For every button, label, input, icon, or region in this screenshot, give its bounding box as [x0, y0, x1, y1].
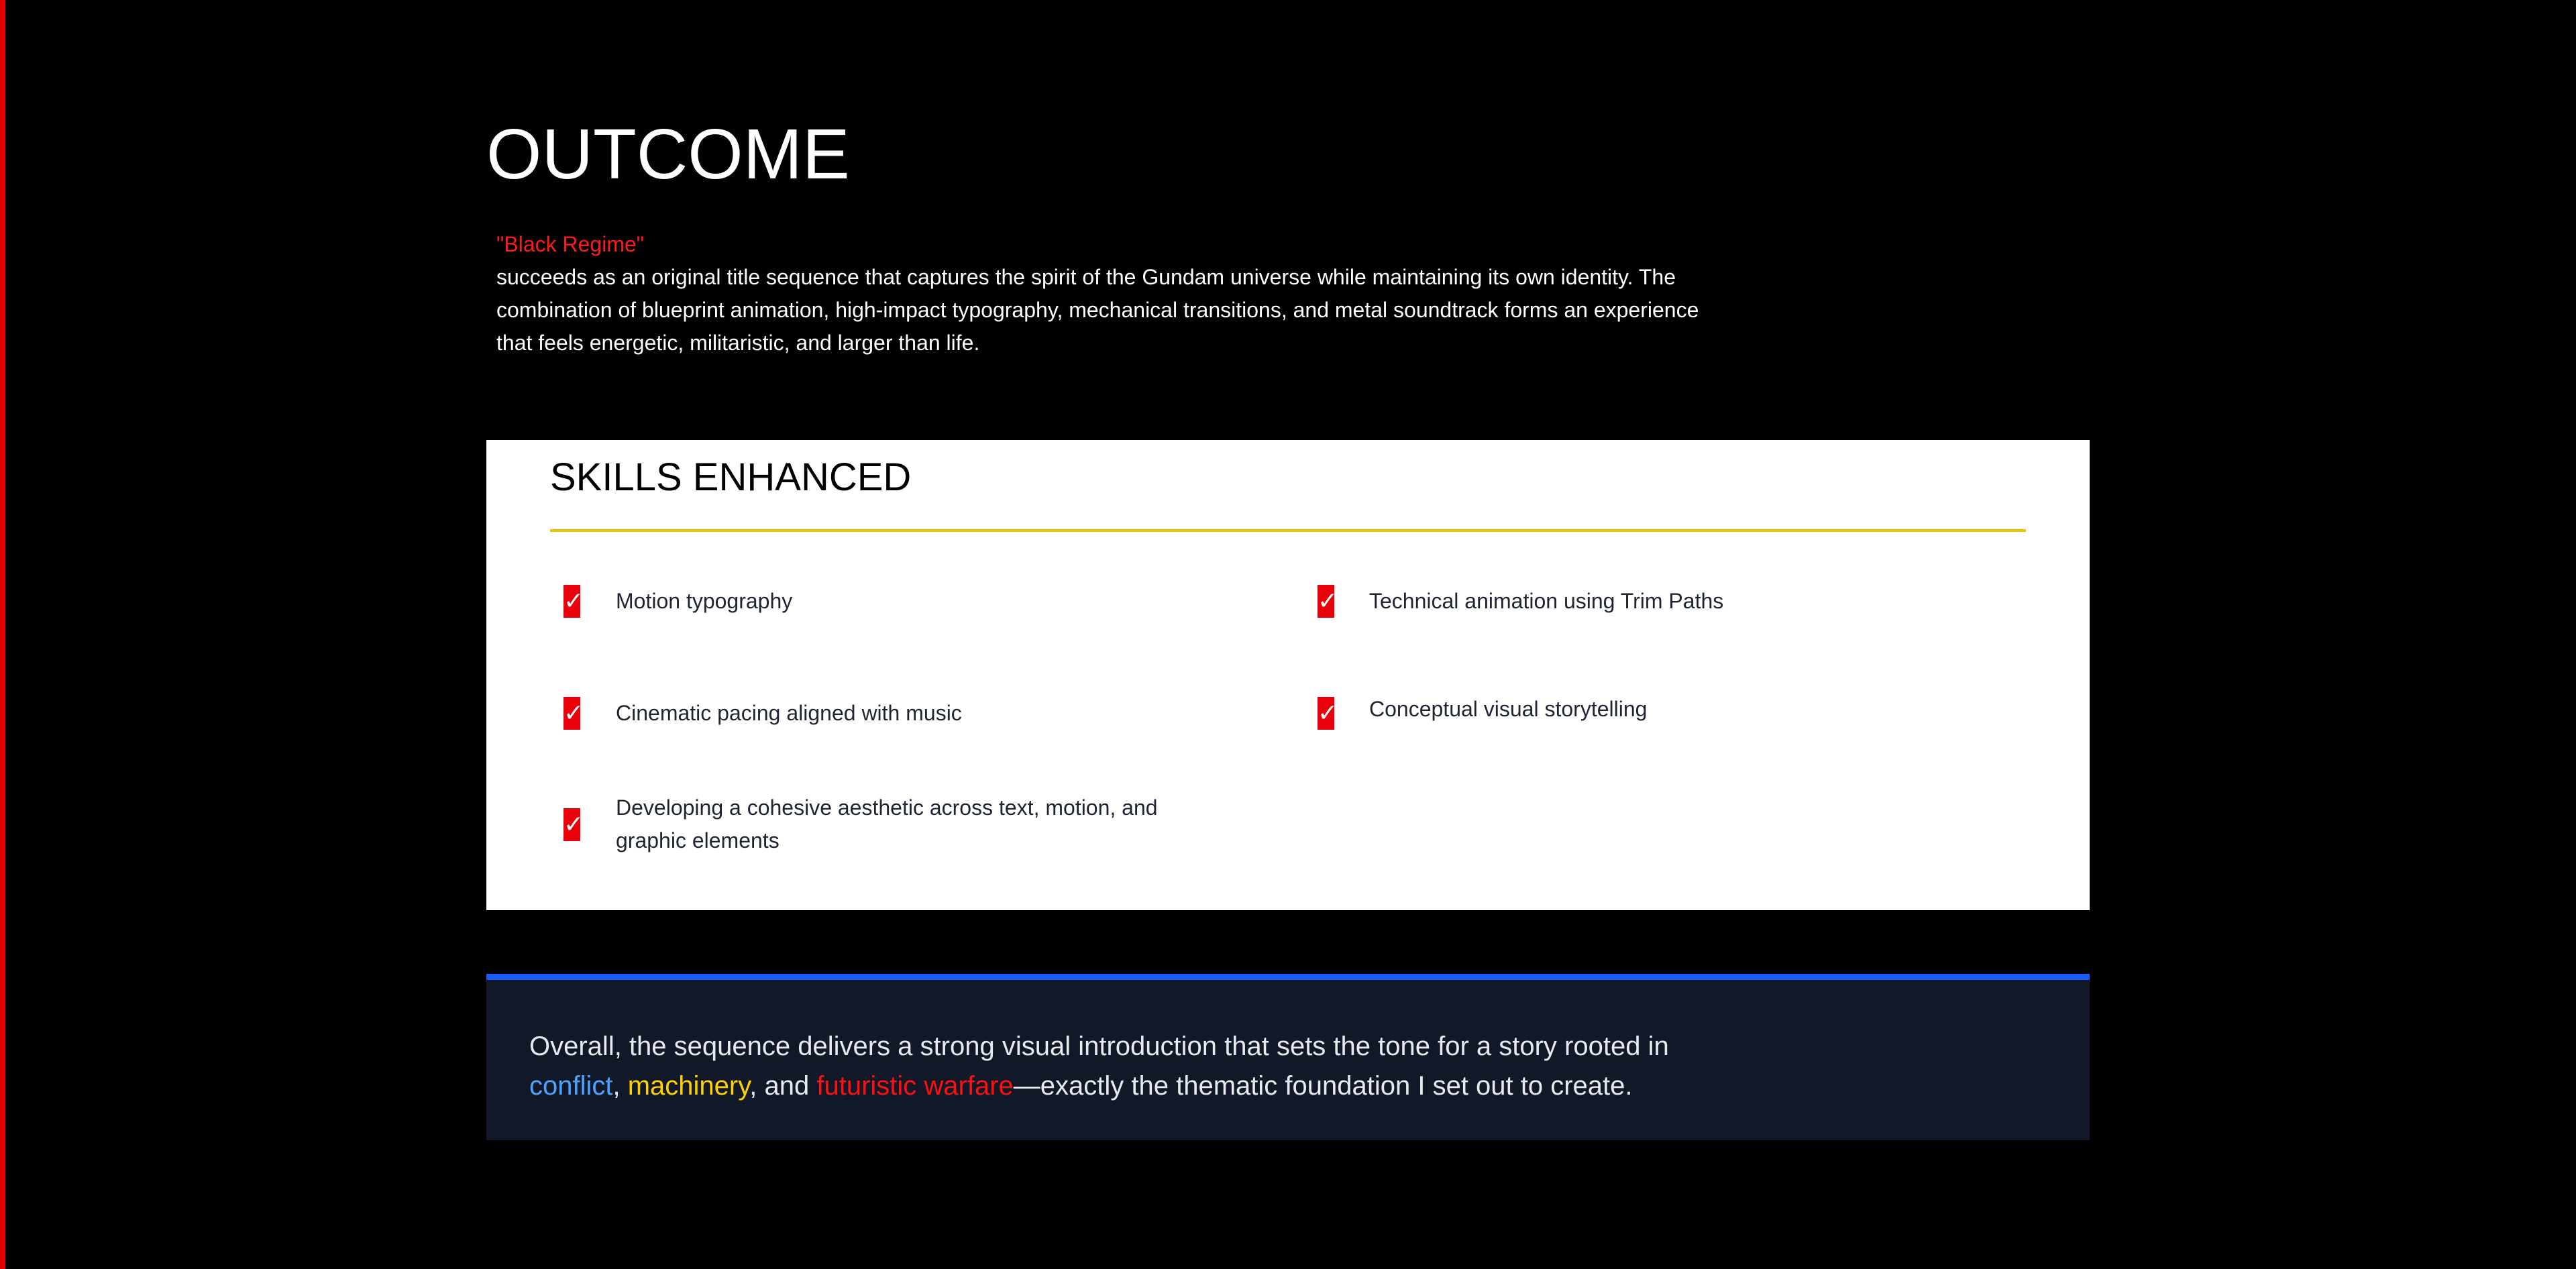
skill-item [564, 791, 1167, 857]
check-icon: ✓ [1318, 585, 1334, 618]
check-icon: ✓ [1318, 697, 1334, 730]
skill-label: Developing a cohesive aesthetic across text, motion, and graphic elements [616, 795, 1158, 852]
outcome-body: succeeds as an original title sequence that captures the spirit of the Gundam universe while maintaining its own identity. The combination of blueprint animation, high-impact typography, mechanical transitions, and metal soundtrack forms an experience that feels energetic, militaristic, and larger than life. [496, 265, 1699, 355]
separator: , and [749, 1071, 817, 1101]
yellow-divider [550, 529, 2026, 532]
skill-item [1318, 697, 1647, 730]
outcome-title: OUTCOME [486, 115, 850, 194]
project-name: "Black Regime" [496, 232, 645, 256]
separator: , [612, 1071, 628, 1101]
summary-lead: Overall, the sequence delivers a strong visual introduction that sets the tone for a story rooted in [529, 1032, 1669, 1061]
summary-panel [486, 974, 2090, 1140]
outcome-intro [496, 228, 1737, 360]
skill-label: Technical animation using Trim Paths [1369, 589, 1724, 613]
check-icon: ✓ [564, 585, 580, 618]
keyword-futuristic-warfare: futuristic warfare [816, 1071, 1014, 1101]
skill-item [564, 585, 792, 618]
summary-tail: —exactly the thematic foundation I set out to create. [1013, 1071, 1633, 1101]
left-edge-border [0, 0, 5, 1269]
check-icon: ✓ [564, 697, 580, 730]
skill-label: Cinematic pacing aligned with music [616, 701, 962, 725]
skill-label: Conceptual visual storytelling [1369, 697, 1648, 721]
keyword-conflict: conflict [529, 1071, 613, 1101]
keyword-machinery: machinery [627, 1071, 750, 1101]
summary-text [529, 1027, 1737, 1106]
check-icon: ✓ [564, 808, 580, 841]
skills-title: SKILLS ENHANCED [550, 455, 912, 499]
skills-card [486, 440, 2090, 910]
skill-item [1318, 585, 1723, 618]
skill-label: Motion typography [616, 589, 793, 613]
skill-item [564, 697, 962, 730]
